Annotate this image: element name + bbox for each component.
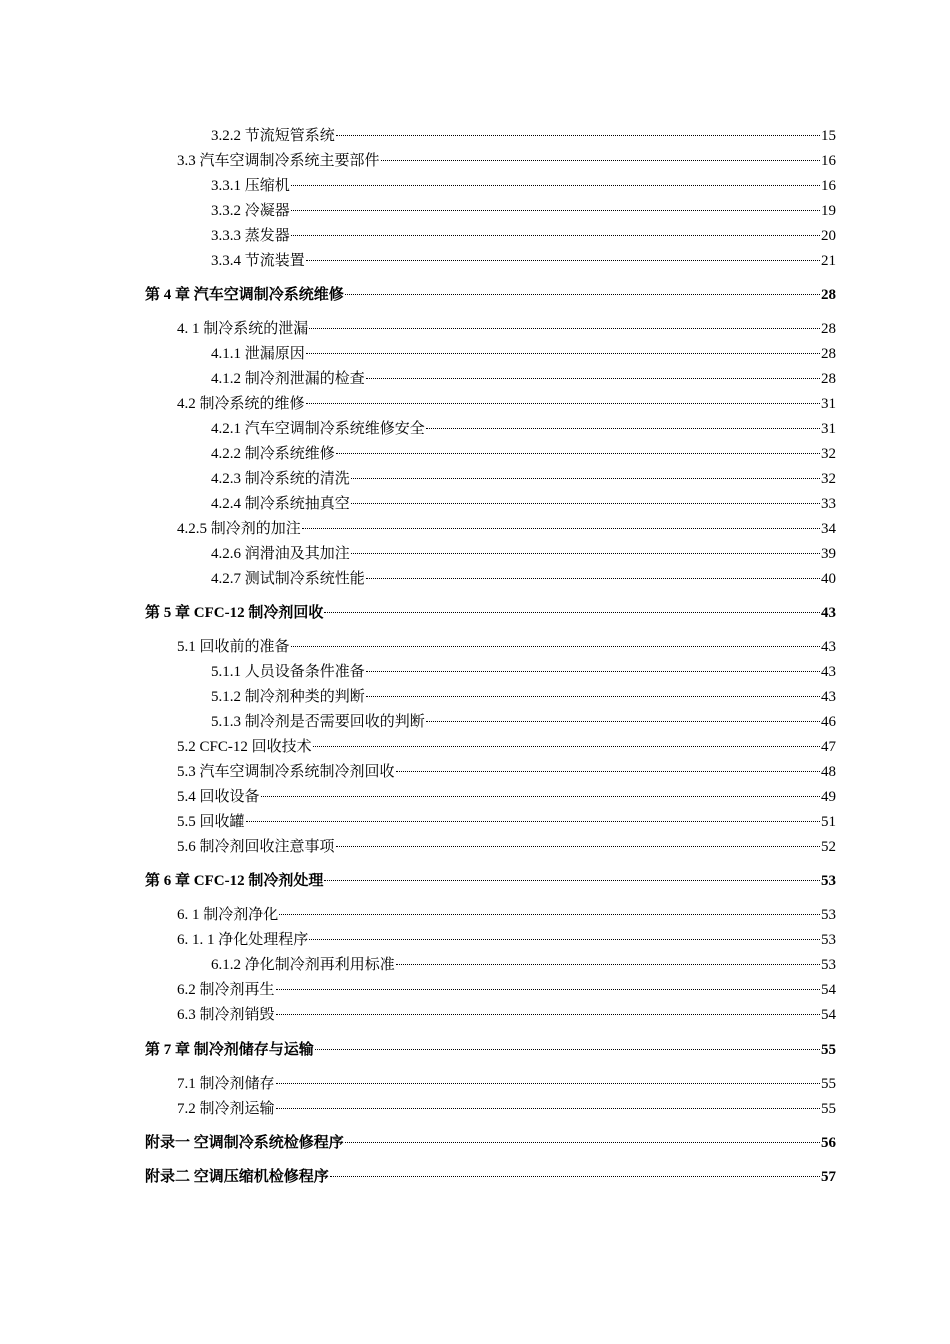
toc-entry[interactable] (177, 151, 836, 171)
dot-leader (324, 880, 820, 881)
toc-entry-title: 5.6 制冷剂回收注意事项 (177, 839, 335, 855)
toc-entry-title: 3.3.2 冷凝器 (211, 203, 290, 219)
toc-entry-page: 54 (821, 982, 836, 998)
toc-entry[interactable] (177, 1099, 836, 1119)
toc-entry-title: 6. 1. 1 净化处理程序 (177, 932, 309, 948)
dot-leader (291, 210, 820, 211)
toc-entry-title: 3.2.2 节流短管系统 (211, 128, 335, 144)
toc-entry-title: 5.1 回收前的准备 (177, 639, 290, 655)
dot-leader (366, 671, 820, 672)
dot-leader (336, 135, 820, 136)
dot-leader (315, 1049, 820, 1050)
toc-chapter-entry[interactable] (145, 603, 836, 623)
toc-entry-title: 5.2 CFC-12 回收技术 (177, 739, 312, 755)
toc-entry-title: 4.1.1 泄漏原因 (211, 346, 305, 362)
toc-entry-title: 4.1.2 制冷剂泄漏的检查 (211, 371, 365, 387)
toc-entry-title: 6.2 制冷剂再生 (177, 982, 275, 998)
toc-entry-page: 40 (821, 571, 836, 587)
toc-entry[interactable] (211, 712, 836, 732)
toc-entry[interactable] (211, 569, 836, 589)
dot-leader (330, 1176, 820, 1177)
toc-entry-page: 46 (821, 714, 836, 730)
toc-entry-page: 53 (821, 873, 836, 889)
toc-appendix-entry[interactable] (145, 1167, 836, 1187)
toc-entry-page: 57 (821, 1169, 836, 1185)
toc-entry-page: 28 (821, 371, 836, 387)
dot-leader (426, 721, 820, 722)
toc-entry-title: 4.2.6 润滑油及其加注 (211, 546, 350, 562)
dot-leader (276, 1014, 820, 1015)
dot-leader (336, 846, 820, 847)
toc-entry-title: 4. 1 制冷系统的泄漏 (177, 321, 309, 337)
toc-entry-page: 28 (821, 287, 836, 303)
toc-entry-title: 5.1.2 制冷剂种类的判断 (211, 689, 365, 705)
dot-leader (351, 503, 820, 504)
toc-entry-page: 16 (821, 153, 836, 169)
toc-entry-page: 47 (821, 739, 836, 755)
toc-chapter-entry[interactable] (145, 871, 836, 891)
toc-entry-page: 32 (821, 471, 836, 487)
toc-entry-page: 53 (821, 957, 836, 973)
toc-entry-title: 第 7 章 制冷剂储存与运输 (145, 1042, 314, 1058)
dot-leader (276, 989, 820, 990)
dot-leader (306, 260, 820, 261)
toc-entry-title: 3.3.4 节流装置 (211, 253, 305, 269)
toc-entry-title: 5.1.3 制冷剂是否需要回收的判断 (211, 714, 425, 730)
dot-leader (313, 746, 820, 747)
toc-entry-page: 15 (821, 128, 836, 144)
toc-entry-page: 56 (821, 1135, 836, 1151)
toc-entry-page: 52 (821, 839, 836, 855)
toc-entry[interactable] (211, 126, 836, 146)
toc-entry-page: 20 (821, 228, 836, 244)
dot-leader (291, 185, 820, 186)
dot-leader (396, 771, 820, 772)
toc-entry-page: 54 (821, 1007, 836, 1023)
toc-entry[interactable] (211, 369, 836, 389)
dot-leader (324, 612, 820, 613)
toc-entry-title: 5.1.1 人员设备条件准备 (211, 664, 365, 680)
toc-entry[interactable] (211, 201, 836, 221)
toc-entry[interactable] (177, 905, 836, 925)
toc-entry-page: 49 (821, 789, 836, 805)
toc-entry[interactable] (177, 980, 836, 1000)
toc-entry-page: 55 (821, 1042, 836, 1058)
toc-entry[interactable] (177, 319, 836, 339)
toc-entry-page: 19 (821, 203, 836, 219)
toc-entry[interactable] (211, 662, 836, 682)
toc-entry-title: 附录一 空调制冷系统检修程序 (145, 1135, 344, 1151)
dot-leader (366, 378, 820, 379)
toc-entry-title: 第 4 章 汽车空调制冷系统维修 (145, 287, 344, 303)
dot-leader (351, 553, 820, 554)
toc-entry-title: 4.2 制冷系统的维修 (177, 396, 305, 412)
toc-entry-title: 4.2.4 制冷系统抽真空 (211, 496, 350, 512)
toc-entry[interactable] (211, 444, 836, 464)
toc-entry[interactable] (177, 787, 836, 807)
toc-entry-page: 32 (821, 446, 836, 462)
dot-leader (351, 478, 820, 479)
toc-entry-title: 7.2 制冷剂运输 (177, 1101, 275, 1117)
toc-entry[interactable] (211, 494, 836, 514)
toc-entry-page: 43 (821, 639, 836, 655)
toc-entry-page: 53 (821, 932, 836, 948)
toc-entry-title: 6.3 制冷剂销毁 (177, 1007, 275, 1023)
toc-entry-page: 28 (821, 321, 836, 337)
toc-entry[interactable] (211, 469, 836, 489)
toc-entry[interactable] (177, 1074, 836, 1094)
toc-entry-title: 4.2.5 制冷剂的加注 (177, 521, 301, 537)
toc-entry[interactable] (177, 519, 836, 539)
dot-leader (381, 160, 820, 161)
toc-entry-title: 附录二 空调压缩机检修程序 (145, 1169, 329, 1185)
toc-chapter-entry[interactable] (145, 285, 836, 305)
dot-leader (396, 964, 820, 965)
dot-leader (302, 528, 820, 529)
toc-entry-title: 6. 1 制冷剂净化 (177, 907, 279, 923)
toc-entry-page: 31 (821, 421, 836, 437)
dot-leader (291, 646, 820, 647)
toc-entry-page: 48 (821, 764, 836, 780)
toc-entry[interactable] (211, 955, 836, 975)
dot-leader (261, 796, 820, 797)
toc-entry[interactable] (177, 930, 836, 950)
toc-entry-title: 3.3.3 蒸发器 (211, 228, 290, 244)
toc-entry-page: 43 (821, 664, 836, 680)
dot-leader (276, 1108, 820, 1109)
dot-leader (366, 578, 820, 579)
toc-entry[interactable] (211, 419, 836, 439)
toc-entry[interactable] (211, 687, 836, 707)
dot-leader (309, 328, 820, 329)
toc-entry-page: 43 (821, 689, 836, 705)
toc-entry[interactable] (211, 176, 836, 196)
toc-entry-page: 43 (821, 605, 836, 621)
toc-appendix-entry[interactable] (145, 1133, 836, 1153)
toc-entry[interactable] (177, 812, 836, 832)
dot-leader (276, 1083, 820, 1084)
toc-entry[interactable] (177, 637, 836, 657)
toc-entry-title: 7.1 制冷剂储存 (177, 1076, 275, 1092)
toc-entry-title: 3.3 汽车空调制冷系统主要部件 (177, 153, 380, 169)
dot-leader (306, 353, 820, 354)
toc-entry[interactable] (177, 737, 836, 757)
toc-entry[interactable] (177, 394, 836, 414)
toc-entry-page: 31 (821, 396, 836, 412)
toc-entry[interactable] (177, 1005, 836, 1025)
toc-entry[interactable] (177, 837, 836, 857)
toc-entry-title: 4.2.2 制冷系统维修 (211, 446, 335, 462)
toc-entry-title: 4.2.1 汽车空调制冷系统维修安全 (211, 421, 425, 437)
toc-entry-page: 51 (821, 814, 836, 830)
toc-entry-title: 5.4 回收设备 (177, 789, 260, 805)
dot-leader (306, 403, 820, 404)
toc-entry-page: 28 (821, 346, 836, 362)
toc-entry-title: 第 5 章 CFC-12 制冷剂回收 (145, 605, 324, 621)
toc-entry-page: 55 (821, 1076, 836, 1092)
toc-entry-page: 21 (821, 253, 836, 269)
dot-leader (345, 294, 820, 295)
dot-leader (366, 696, 820, 697)
toc-chapter-entry[interactable] (145, 1040, 836, 1060)
toc-entry-title: 4.2.7 测试制冷系统性能 (211, 571, 365, 587)
toc-entry-page: 55 (821, 1101, 836, 1117)
toc-entry-page: 53 (821, 907, 836, 923)
toc-entry-title: 5.3 汽车空调制冷系统制冷剂回收 (177, 764, 395, 780)
toc-entry-page: 33 (821, 496, 836, 512)
toc-entry-page: 16 (821, 178, 836, 194)
dot-leader (246, 821, 820, 822)
toc-entry-title: 5.5 回收罐 (177, 814, 245, 830)
toc-entry-title: 第 6 章 CFC-12 制冷剂处理 (145, 873, 324, 889)
toc-entry-title: 4.2.3 制冷系统的清洗 (211, 471, 350, 487)
dot-leader (426, 428, 820, 429)
dot-leader (336, 453, 820, 454)
toc-entry[interactable] (211, 344, 836, 364)
dot-leader (345, 1142, 820, 1143)
toc-entry-page: 34 (821, 521, 836, 537)
toc-entry[interactable] (211, 544, 836, 564)
toc-entry-title: 3.3.1 压缩机 (211, 178, 290, 194)
dot-leader (279, 914, 820, 915)
dot-leader (309, 939, 820, 940)
toc-entry-title: 6.1.2 净化制冷剂再利用标准 (211, 957, 395, 973)
toc-entry[interactable] (211, 226, 836, 246)
dot-leader (291, 235, 820, 236)
toc-entry[interactable] (211, 251, 836, 271)
toc-entry-page: 39 (821, 546, 836, 562)
toc-entry[interactable] (177, 762, 836, 782)
